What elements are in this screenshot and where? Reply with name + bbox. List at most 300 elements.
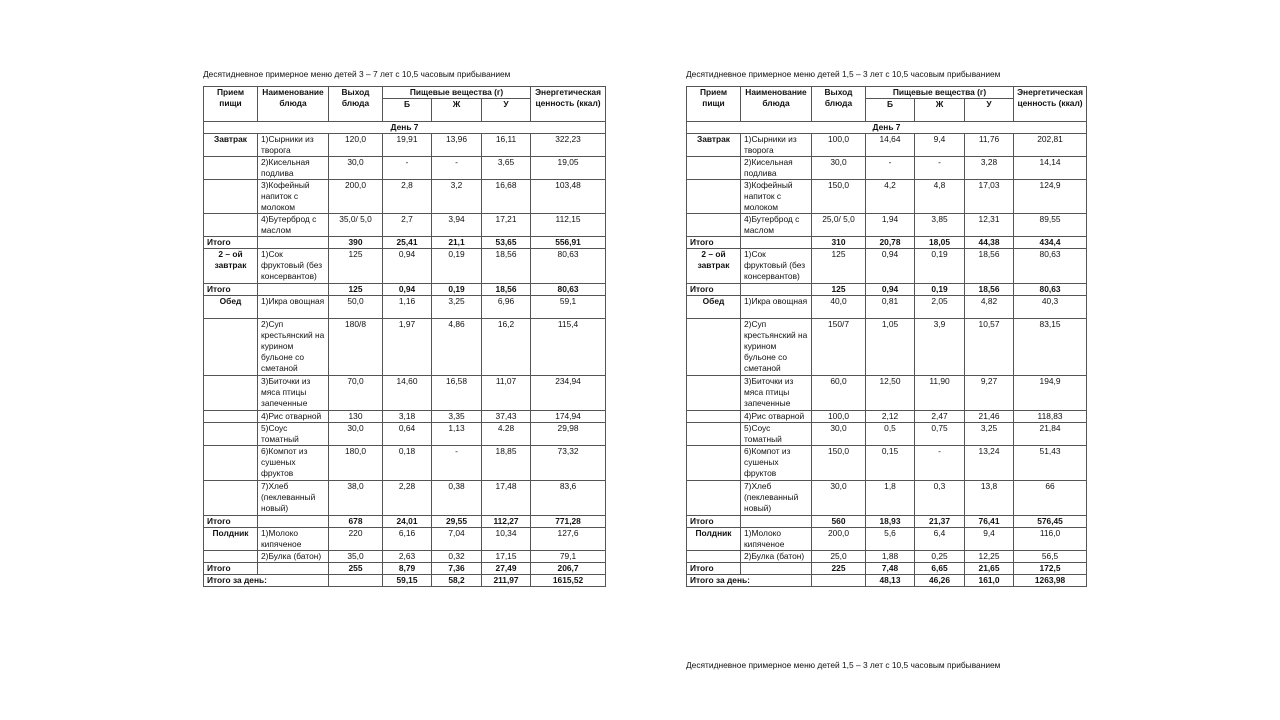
day-total-carbs: 161,0: [965, 575, 1014, 587]
protein-cell: 19,91: [383, 134, 432, 157]
fat-cell: 3,35: [432, 411, 482, 423]
fat-cell: 3,94: [432, 214, 482, 237]
carbs-cell: 4,82: [965, 296, 1014, 319]
meal-cell: [204, 411, 258, 423]
fat-cell: 0,19: [915, 284, 965, 296]
dish-cell: 3)Кофейный напиток с молоком: [741, 180, 812, 214]
carbs-cell: 17,03: [965, 180, 1014, 214]
energy-cell: 118,83: [1014, 411, 1087, 423]
meal-cell: [687, 319, 741, 376]
energy-cell: 79,1: [531, 551, 606, 563]
menu-title-left: Десятидневное примерное меню детей 3 – 7 лет с 10,5 часовым прибыванием: [203, 69, 511, 79]
meal-cell: Итого: [204, 516, 258, 528]
meal-cell: Итого: [687, 563, 741, 575]
meal-cell: Обед: [687, 296, 741, 319]
fat-cell: 4,8: [915, 180, 965, 214]
carbs-cell: 18,56: [965, 249, 1014, 284]
table-row: [687, 551, 1087, 563]
protein-cell: 14,64: [866, 134, 915, 157]
carbs-cell: 13,24: [965, 446, 1014, 481]
meal-cell: [687, 423, 741, 446]
energy-cell: 434,4: [1014, 237, 1087, 249]
header-yield: Выход блюда: [329, 87, 383, 122]
energy-cell: 21,84: [1014, 423, 1087, 446]
yield-cell: 38,0: [329, 481, 383, 516]
energy-cell: 322,23: [531, 134, 606, 157]
header-energy: Энергетическая ценность (ккал): [1014, 87, 1087, 122]
header-dish: Наименование блюда: [741, 87, 812, 122]
table-row: [204, 481, 606, 516]
dish-cell: 7)Хлеб (пеклеванный новый): [258, 481, 329, 516]
header-protein: Б: [383, 99, 432, 122]
table-row: [687, 481, 1087, 516]
carbs-cell: 3,28: [965, 157, 1014, 180]
carbs-cell: 16,2: [482, 319, 531, 376]
carbs-cell: 12,31: [965, 214, 1014, 237]
header-fat: Ж: [432, 99, 482, 122]
menu-table-left: [203, 86, 606, 587]
dish-cell: 1)Сок фруктовый (без консервантов): [741, 249, 812, 284]
header-nutrients: Пищевые вещества (г): [383, 87, 531, 99]
yield-cell: 150/7: [812, 319, 866, 376]
carbs-cell: 18,85: [482, 446, 531, 481]
protein-cell: -: [866, 157, 915, 180]
meal-cell: [204, 423, 258, 446]
yield-cell: 390: [329, 237, 383, 249]
energy-cell: 124,9: [1014, 180, 1087, 214]
yield-cell: 200,0: [329, 180, 383, 214]
day-total-carbs: 211,97: [482, 575, 531, 587]
energy-cell: 80,63: [1014, 284, 1087, 296]
table-row: [204, 237, 606, 249]
footer-title: Десятидневное примерное меню детей 1,5 – 3 лет с 10,5 часовым прибыванием: [686, 660, 1001, 670]
fat-cell: 21,1: [432, 237, 482, 249]
header-nutrients: Пищевые вещества (г): [866, 87, 1014, 99]
meal-cell: [687, 157, 741, 180]
fat-cell: 7,04: [432, 528, 482, 551]
protein-cell: 0,64: [383, 423, 432, 446]
yield-cell: 220: [329, 528, 383, 551]
header-row: [204, 87, 606, 99]
protein-cell: 0,15: [866, 446, 915, 481]
protein-cell: 0,94: [383, 284, 432, 296]
yield-cell: 310: [812, 237, 866, 249]
dish-cell: 1)Икра овощная: [258, 296, 329, 319]
fat-cell: 0,19: [915, 249, 965, 284]
dish-cell: 1)Сырники из творога: [258, 134, 329, 157]
carbs-cell: 112,27: [482, 516, 531, 528]
protein-cell: 2,28: [383, 481, 432, 516]
dish-cell: 4)Бутерброд с маслом: [741, 214, 812, 237]
protein-cell: 0,94: [383, 249, 432, 284]
yield-cell: 200,0: [812, 528, 866, 551]
energy-cell: 556,91: [531, 237, 606, 249]
yield-cell: 60,0: [812, 376, 866, 411]
header-meal: Прием пищи: [687, 87, 741, 122]
protein-cell: -: [383, 157, 432, 180]
day-total-fat: 46,26: [915, 575, 965, 587]
meal-cell: [204, 319, 258, 376]
carbs-cell: 11,07: [482, 376, 531, 411]
header-dish: Наименование блюда: [258, 87, 329, 122]
yield-cell: 35,0/ 5,0: [329, 214, 383, 237]
yield-cell: 125: [329, 284, 383, 296]
energy-cell: 80,63: [1014, 249, 1087, 284]
energy-cell: 103,48: [531, 180, 606, 214]
day-label: День 7: [204, 122, 606, 134]
fat-cell: 0,19: [432, 249, 482, 284]
yield-cell: 30,0: [329, 423, 383, 446]
dish-cell: 5)Соус томатный: [741, 423, 812, 446]
energy-cell: 80,63: [531, 249, 606, 284]
carbs-cell: 12,25: [965, 551, 1014, 563]
yield-cell: 25,0: [812, 551, 866, 563]
meal-cell: Полдник: [204, 528, 258, 551]
carbs-cell: 6,96: [482, 296, 531, 319]
yield-cell: 130: [329, 411, 383, 423]
table-row: [687, 319, 1087, 376]
fat-cell: 7,36: [432, 563, 482, 575]
meal-cell: [204, 446, 258, 481]
table-row: [204, 446, 606, 481]
yield-cell: 25,0/ 5,0: [812, 214, 866, 237]
table-row: [204, 551, 606, 563]
table-row: [687, 516, 1087, 528]
fat-cell: -: [432, 446, 482, 481]
dish-cell: 1)Икра овощная: [741, 296, 812, 319]
dish-cell: 3)Биточки из мяса птицы запеченные: [741, 376, 812, 411]
meal-cell: [687, 214, 741, 237]
table-row: [204, 214, 606, 237]
fat-cell: 3,25: [432, 296, 482, 319]
fat-cell: 6,4: [915, 528, 965, 551]
protein-cell: 3,18: [383, 411, 432, 423]
table-row: [687, 134, 1087, 157]
energy-cell: 89,55: [1014, 214, 1087, 237]
carbs-cell: 17,48: [482, 481, 531, 516]
energy-cell: 115,4: [531, 319, 606, 376]
yield-cell: 120,0: [329, 134, 383, 157]
protein-cell: 1,05: [866, 319, 915, 376]
table-row: [687, 284, 1087, 296]
fat-cell: 21,37: [915, 516, 965, 528]
carbs-cell: 37,43: [482, 411, 531, 423]
yield-cell: 35,0: [329, 551, 383, 563]
yield-cell: 125: [812, 249, 866, 284]
meal-cell: Полдник: [687, 528, 741, 551]
day-total-label: Итого за день:: [204, 575, 329, 587]
day-total-yield: [812, 575, 866, 587]
carbs-cell: 10,34: [482, 528, 531, 551]
dish-cell: 6)Компот из сушеных фруктов: [741, 446, 812, 481]
carbs-cell: 17,21: [482, 214, 531, 237]
dish-cell: 2)Кисельная подлива: [741, 157, 812, 180]
carbs-cell: 21,46: [965, 411, 1014, 423]
protein-cell: 1,97: [383, 319, 432, 376]
energy-cell: 14,14: [1014, 157, 1087, 180]
table-row: [204, 296, 606, 319]
dish-cell: [741, 237, 812, 249]
meal-cell: Итого: [204, 237, 258, 249]
energy-cell: 194,9: [1014, 376, 1087, 411]
meal-cell: Итого: [204, 284, 258, 296]
protein-cell: 25,41: [383, 237, 432, 249]
meal-cell: [687, 481, 741, 516]
table-row: [687, 157, 1087, 180]
meal-cell: 2 – ой завтрак: [204, 249, 258, 284]
protein-cell: 2,7: [383, 214, 432, 237]
fat-cell: 0,32: [432, 551, 482, 563]
dish-cell: 2)Булка (батон): [741, 551, 812, 563]
dish-cell: [258, 284, 329, 296]
yield-cell: 678: [329, 516, 383, 528]
table-row: [687, 214, 1087, 237]
meal-cell: Итого: [687, 516, 741, 528]
meal-cell: Итого: [204, 563, 258, 575]
day-total-protein: 48,13: [866, 575, 915, 587]
fat-cell: 11,90: [915, 376, 965, 411]
meal-cell: 2 – ой завтрак: [687, 249, 741, 284]
energy-cell: 771,28: [531, 516, 606, 528]
protein-cell: 2,8: [383, 180, 432, 214]
menu-table-right: [686, 86, 1087, 587]
yield-cell: 180,0: [329, 446, 383, 481]
meal-cell: [687, 376, 741, 411]
energy-cell: 116,0: [1014, 528, 1087, 551]
table-row: [687, 180, 1087, 214]
protein-cell: 12,50: [866, 376, 915, 411]
day-total-energy: 1615,52: [531, 575, 606, 587]
energy-cell: 127,6: [531, 528, 606, 551]
protein-cell: 18,93: [866, 516, 915, 528]
yield-cell: 125: [812, 284, 866, 296]
energy-cell: 19,05: [531, 157, 606, 180]
yield-cell: 30,0: [812, 481, 866, 516]
table-row: [687, 249, 1087, 284]
fat-cell: 0,25: [915, 551, 965, 563]
meal-cell: [204, 157, 258, 180]
energy-cell: 59,1: [531, 296, 606, 319]
carbs-cell: 4.28: [482, 423, 531, 446]
fat-cell: 2,47: [915, 411, 965, 423]
dish-cell: 7)Хлеб (пеклеванный новый): [741, 481, 812, 516]
fat-cell: -: [915, 157, 965, 180]
fat-cell: 1,13: [432, 423, 482, 446]
table-row: [204, 528, 606, 551]
yield-cell: 100,0: [812, 134, 866, 157]
day-total-row: [687, 575, 1087, 587]
protein-cell: 1,16: [383, 296, 432, 319]
table-row: [687, 563, 1087, 575]
carbs-cell: 18,56: [482, 249, 531, 284]
dish-cell: [741, 563, 812, 575]
meal-cell: [687, 551, 741, 563]
yield-cell: 150,0: [812, 446, 866, 481]
energy-cell: 66: [1014, 481, 1087, 516]
energy-cell: 202,81: [1014, 134, 1087, 157]
protein-cell: 14,60: [383, 376, 432, 411]
header-fat: Ж: [915, 99, 965, 122]
protein-cell: 6,16: [383, 528, 432, 551]
meal-cell: Обед: [204, 296, 258, 319]
energy-cell: 80,63: [531, 284, 606, 296]
protein-cell: 2,12: [866, 411, 915, 423]
energy-cell: 174,94: [531, 411, 606, 423]
energy-cell: 29,98: [531, 423, 606, 446]
fat-cell: 6,65: [915, 563, 965, 575]
fat-cell: -: [432, 157, 482, 180]
meal-cell: [687, 180, 741, 214]
table-row: [204, 180, 606, 214]
yield-cell: 125: [329, 249, 383, 284]
yield-cell: 30,0: [812, 157, 866, 180]
carbs-cell: 16,68: [482, 180, 531, 214]
fat-cell: 0,3: [915, 481, 965, 516]
fat-cell: 4,86: [432, 319, 482, 376]
day-total-protein: 59,15: [383, 575, 432, 587]
energy-cell: 112,15: [531, 214, 606, 237]
protein-cell: 0,5: [866, 423, 915, 446]
dish-cell: 1)Молоко кипяченое: [741, 528, 812, 551]
table-row: [204, 563, 606, 575]
yield-cell: 255: [329, 563, 383, 575]
protein-cell: 2,63: [383, 551, 432, 563]
protein-cell: 0,81: [866, 296, 915, 319]
yield-cell: 50,0: [329, 296, 383, 319]
yield-cell: 180/8: [329, 319, 383, 376]
carbs-cell: 10,57: [965, 319, 1014, 376]
yield-cell: 225: [812, 563, 866, 575]
fat-cell: 29,55: [432, 516, 482, 528]
dish-cell: [258, 516, 329, 528]
energy-cell: 73,32: [531, 446, 606, 481]
day-total-energy: 1263,98: [1014, 575, 1087, 587]
dish-cell: 1)Молоко кипяченое: [258, 528, 329, 551]
meal-cell: [204, 481, 258, 516]
fat-cell: 2,05: [915, 296, 965, 319]
day-total-fat: 58,2: [432, 575, 482, 587]
yield-cell: 30,0: [812, 423, 866, 446]
day-label: День 7: [687, 122, 1087, 134]
dish-cell: [741, 516, 812, 528]
protein-cell: 8,79: [383, 563, 432, 575]
fat-cell: 3,85: [915, 214, 965, 237]
carbs-cell: 9,4: [965, 528, 1014, 551]
dish-cell: 3)Биточки из мяса птицы запеченные: [258, 376, 329, 411]
dish-cell: [258, 563, 329, 575]
protein-cell: 5,6: [866, 528, 915, 551]
fat-cell: 16,58: [432, 376, 482, 411]
protein-cell: 1,94: [866, 214, 915, 237]
day-total-row: [204, 575, 606, 587]
fat-cell: 3,2: [432, 180, 482, 214]
protein-cell: 1,88: [866, 551, 915, 563]
meal-cell: [204, 180, 258, 214]
dish-cell: 6)Компот из сушеных фруктов: [258, 446, 329, 481]
protein-cell: 4,2: [866, 180, 915, 214]
carbs-cell: 11,76: [965, 134, 1014, 157]
header-row: [687, 87, 1087, 99]
carbs-cell: 76,41: [965, 516, 1014, 528]
energy-cell: 40,3: [1014, 296, 1087, 319]
carbs-cell: 9,27: [965, 376, 1014, 411]
dish-cell: 1)Сок фруктовый (без консервантов): [258, 249, 329, 284]
table-row: [687, 296, 1087, 319]
fat-cell: -: [915, 446, 965, 481]
fat-cell: 3,9: [915, 319, 965, 376]
meal-cell: Итого: [687, 284, 741, 296]
carbs-cell: 3,25: [965, 423, 1014, 446]
dish-cell: 4)Рис отварной: [258, 411, 329, 423]
day-row: [204, 122, 606, 134]
fat-cell: 0,19: [432, 284, 482, 296]
meal-cell: [687, 446, 741, 481]
yield-cell: 70,0: [329, 376, 383, 411]
carbs-cell: 44,38: [965, 237, 1014, 249]
table-row: [204, 284, 606, 296]
table-row: [687, 446, 1087, 481]
day-total-label: Итого за день:: [687, 575, 812, 587]
meal-cell: [204, 376, 258, 411]
energy-cell: 172,5: [1014, 563, 1087, 575]
dish-cell: 2)Булка (батон): [258, 551, 329, 563]
protein-cell: 0,18: [383, 446, 432, 481]
table-row: [204, 319, 606, 376]
energy-cell: 234,94: [531, 376, 606, 411]
meal-cell: [204, 214, 258, 237]
dish-cell: [258, 237, 329, 249]
table-row: [204, 376, 606, 411]
energy-cell: 83,15: [1014, 319, 1087, 376]
dish-cell: 4)Рис отварной: [741, 411, 812, 423]
menu-title-right: Десятидневное примерное меню детей 1,5 – 3 лет с 10,5 часовым прибыванием: [686, 69, 1001, 79]
dish-cell: 3)Кофейный напиток с молоком: [258, 180, 329, 214]
energy-cell: 83,6: [531, 481, 606, 516]
table-row: [687, 237, 1087, 249]
table-row: [687, 376, 1087, 411]
protein-cell: 0,94: [866, 284, 915, 296]
table-row: [204, 423, 606, 446]
dish-cell: 5)Соус томатный: [258, 423, 329, 446]
table-row: [204, 411, 606, 423]
table-row: [204, 134, 606, 157]
yield-cell: 40,0: [812, 296, 866, 319]
table-row: [687, 411, 1087, 423]
carbs-cell: 27,49: [482, 563, 531, 575]
yield-cell: 30,0: [329, 157, 383, 180]
carbs-cell: 21,65: [965, 563, 1014, 575]
table-row: [204, 157, 606, 180]
protein-cell: 24,01: [383, 516, 432, 528]
protein-cell: 7,48: [866, 563, 915, 575]
meal-cell: [687, 411, 741, 423]
day-row: [687, 122, 1087, 134]
table-row: [687, 423, 1087, 446]
header-energy: Энергетическая ценность (ккал): [531, 87, 606, 122]
carbs-cell: 18,56: [965, 284, 1014, 296]
day-total-yield: [329, 575, 383, 587]
fat-cell: 9,4: [915, 134, 965, 157]
carbs-cell: 53,65: [482, 237, 531, 249]
energy-cell: 56,5: [1014, 551, 1087, 563]
meal-cell: Завтрак: [204, 134, 258, 157]
header-carbs: У: [482, 99, 531, 122]
yield-cell: 560: [812, 516, 866, 528]
dish-cell: 1)Сырники из творога: [741, 134, 812, 157]
meal-cell: Завтрак: [687, 134, 741, 157]
carbs-cell: 13,8: [965, 481, 1014, 516]
table-row: [687, 528, 1087, 551]
